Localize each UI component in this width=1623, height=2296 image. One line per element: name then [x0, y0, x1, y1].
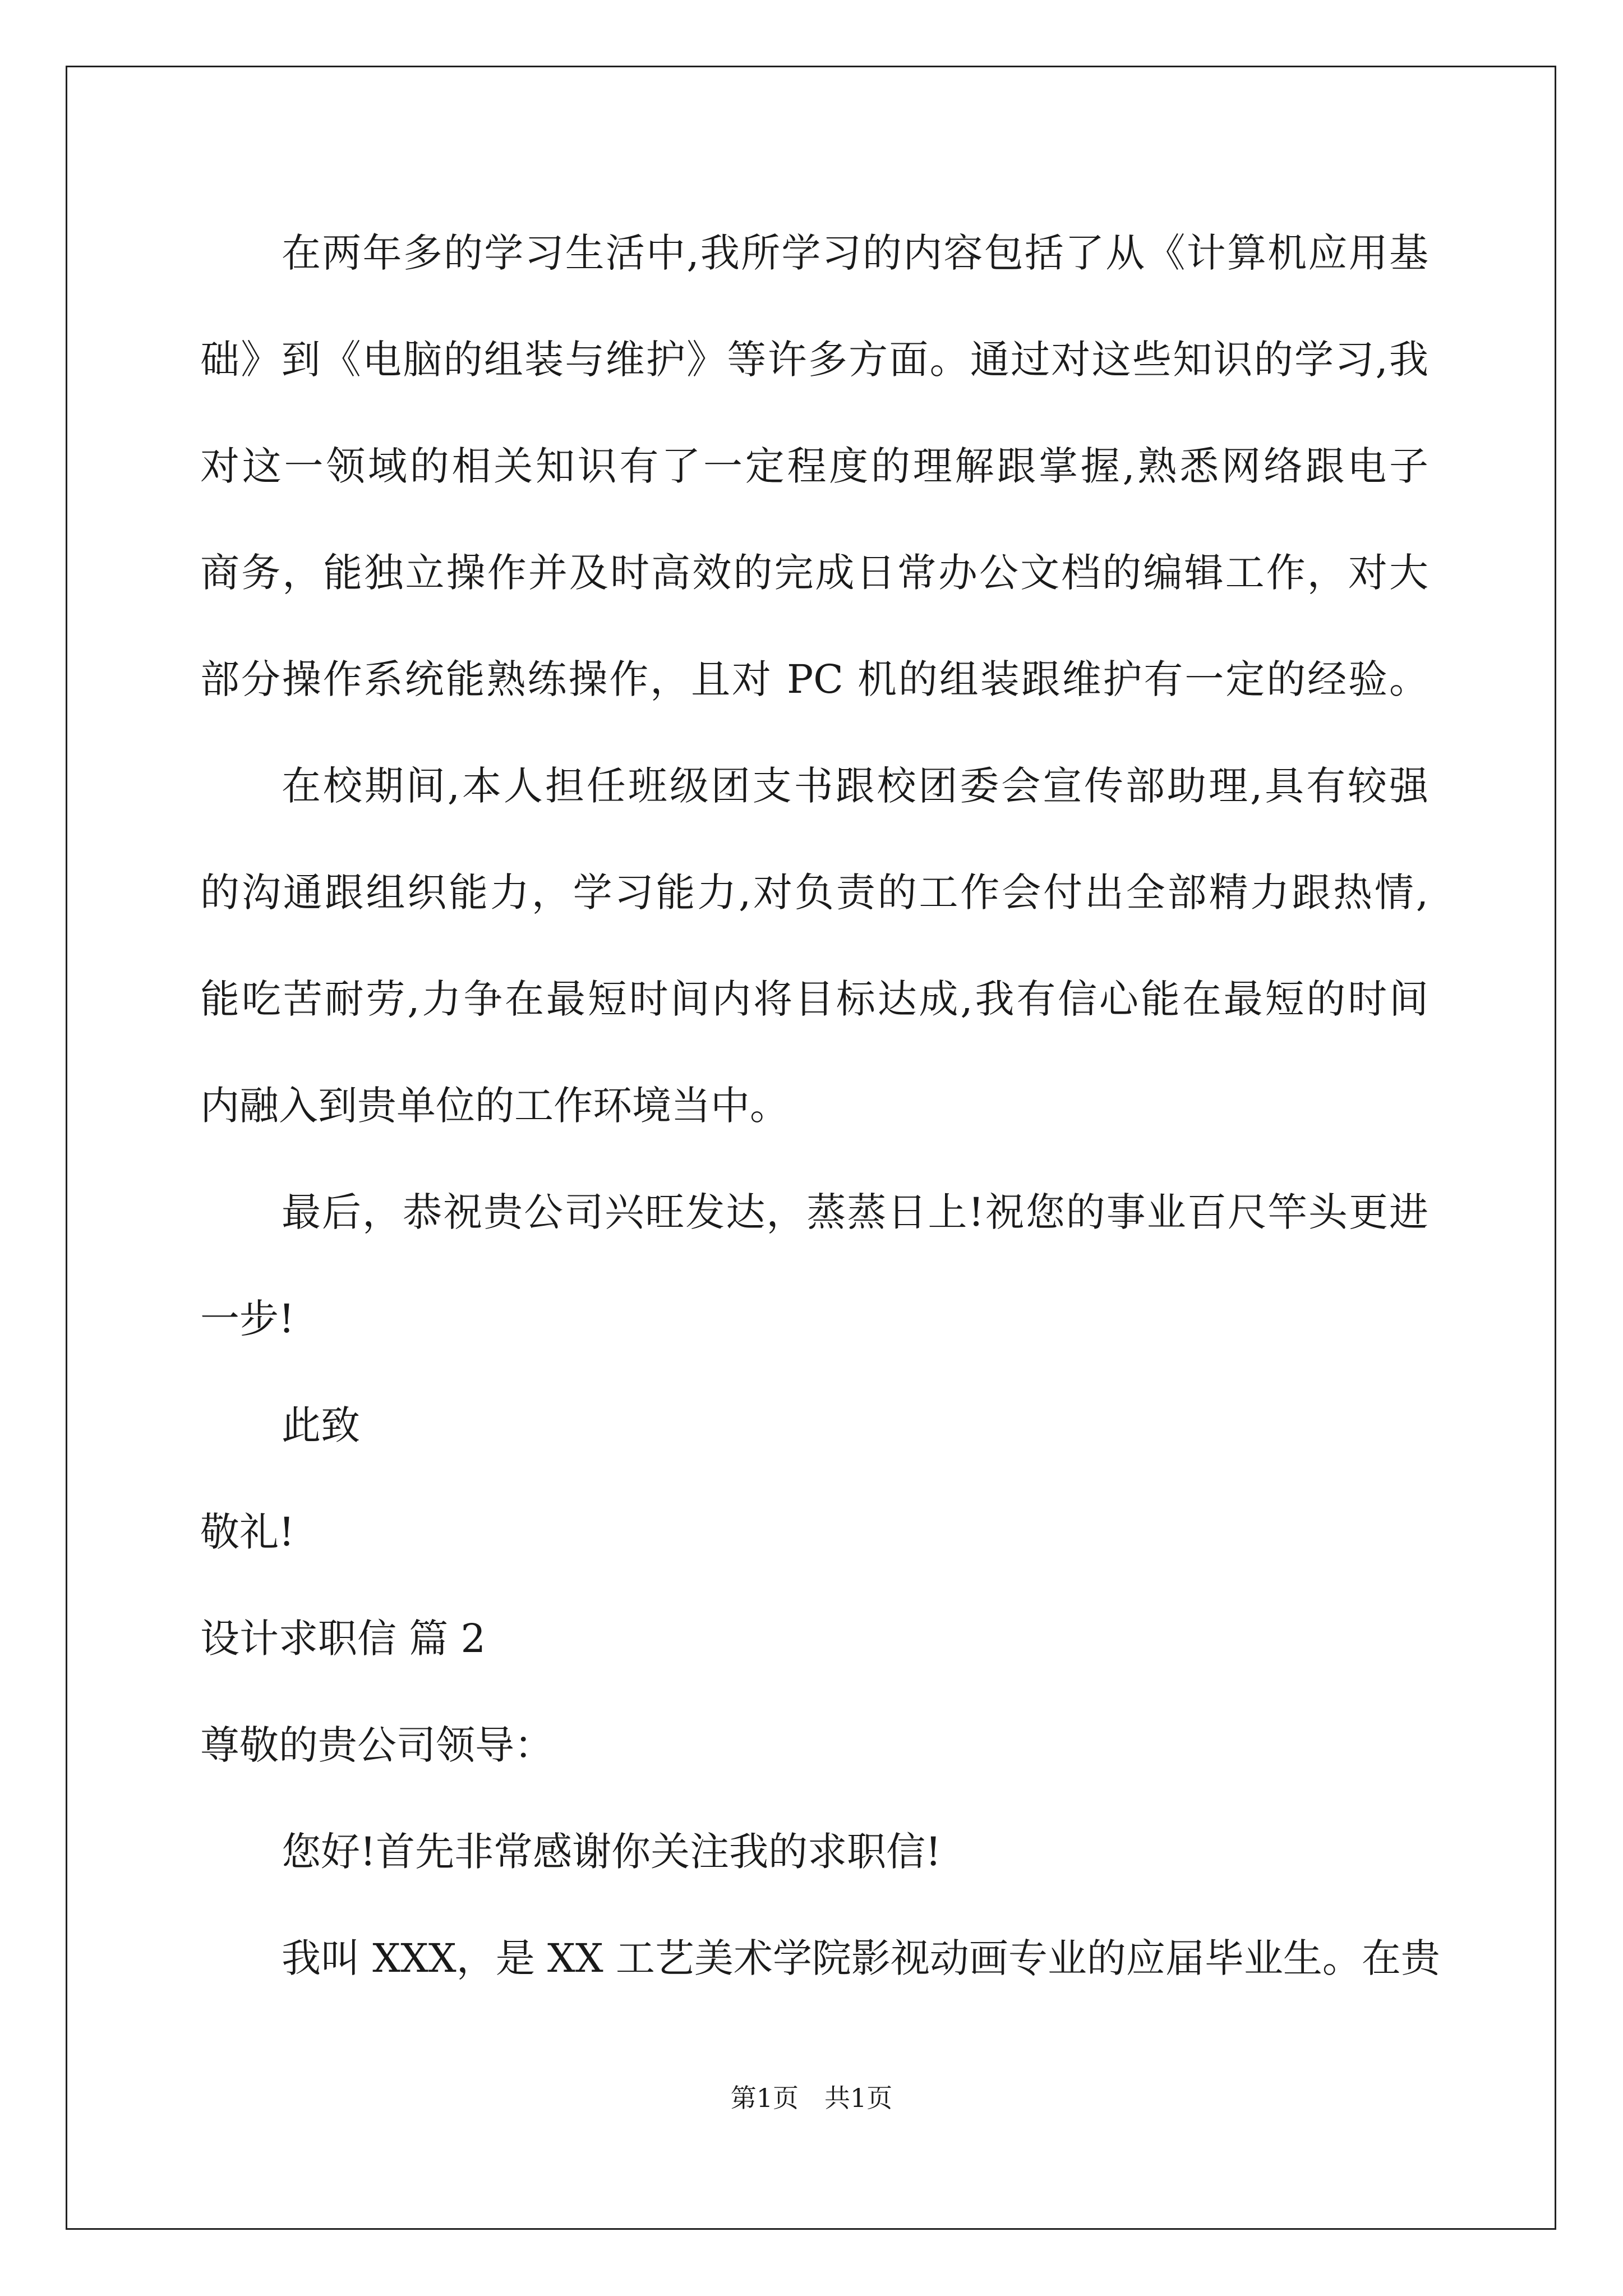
- page-border: [66, 66, 1556, 2230]
- introduction-line: 我叫 XXX，是 XX 工艺美术学院影视动画专业的应届毕业生。在贵: [282, 1935, 1440, 1981]
- paragraph-2-line-2: 的沟通跟组织能力，学习能力,对负责的工作会付出全部精力跟热情,: [200, 869, 1428, 915]
- closing-regards: 敬礼!: [200, 1509, 295, 1555]
- paragraph-3-line-2: 一步!: [200, 1296, 295, 1342]
- paragraph-2-line-4: 内融入到贵单位的工作环境当中。: [200, 1083, 789, 1129]
- closing-salutation: 此致: [282, 1402, 360, 1448]
- paragraph-1-line-2: 础》到《电脑的组装与维护》等许多方面。通过对这些知识的学习,我: [200, 337, 1428, 383]
- page-footer: 第1页 共1页: [730, 2083, 893, 2113]
- paragraph-1-line-3: 对这一领域的相关知识有了一定程度的理解跟掌握,熟悉网络跟电子: [200, 443, 1428, 489]
- paragraph-2-line-3: 能吃苦耐劳,力争在最短时间内将目标达成,我有信心能在最短的时间: [200, 976, 1428, 1022]
- paragraph-1-line-4: 商务，能独立操作并及时高效的完成日常办公文档的编辑工作，对大: [200, 550, 1428, 596]
- letter-greeting: 尊敬的贵公司领导：: [200, 1722, 554, 1768]
- paragraph-2-line-1: 在校期间,本人担任班级团支书跟校团委会宣传部助理,具有较强: [282, 763, 1428, 809]
- paragraph-1-line-5: 部分操作系统能熟练操作，且对 PC 机的组装跟维护有一定的经验。: [200, 656, 1428, 702]
- section-heading: 设计求职信 篇 2: [200, 1616, 486, 1662]
- paragraph-1-line-1: 在两年多的学习生活中,我所学习的内容包括了从《计算机应用基: [282, 230, 1428, 276]
- paragraph-3-line-1: 最后，恭祝贵公司兴旺发达，蒸蒸日上!祝您的事业百尺竿头更进: [282, 1189, 1428, 1235]
- opening-line: 您好!首先非常感谢你关注我的求职信!: [282, 1829, 942, 1875]
